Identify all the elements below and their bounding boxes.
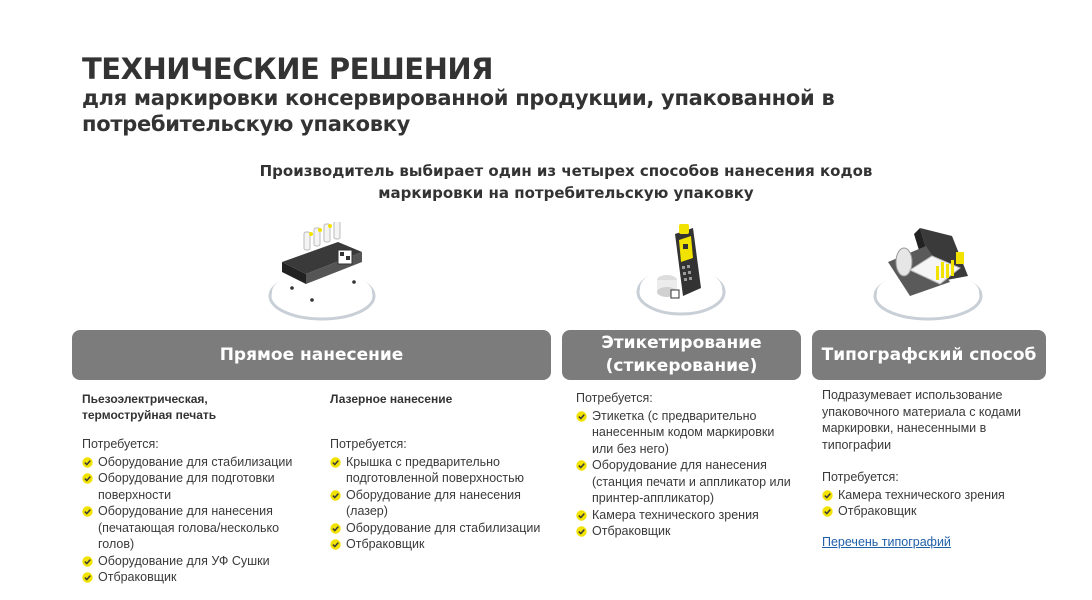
- column-laser: [330, 391, 550, 553]
- column-piezo-title: Пьезоэлектрическая, термоструйная печать: [82, 392, 217, 422]
- list-item: Камера технического зрения: [822, 487, 1047, 504]
- typography-description: Подразумевает использование упаковочного материала с кодами маркировки, нанесенными в типографии: [822, 388, 1022, 452]
- requirements-label: Потребуется:: [576, 391, 653, 405]
- page-title: ТЕХНИЧЕСКИЕ РЕШЕНИЯ: [82, 52, 493, 86]
- check-icon: [822, 489, 833, 500]
- list-item: Отбраковщик: [822, 503, 1047, 520]
- method-labeling-line2: (стикерование): [605, 356, 758, 376]
- list-item: Оборудование для УФ Сушки: [82, 553, 307, 570]
- check-icon: [576, 509, 587, 520]
- check-icon: [82, 505, 93, 516]
- list-item: Оборудование для нанесения (лазер): [330, 487, 550, 520]
- column-laser-title: Лазерное нанесение: [330, 392, 453, 406]
- list-item: Оборудование для стабилизации: [82, 454, 307, 471]
- list-item: Крышка с предварительно подготовленной поверхностью: [330, 454, 550, 487]
- method-typography-label: Типографский способ: [821, 345, 1037, 365]
- check-icon: [576, 410, 587, 421]
- requirements-label: Потребуется:: [82, 437, 159, 451]
- list-item: Отбраковщик: [330, 536, 550, 553]
- check-icon: [330, 456, 341, 467]
- check-icon: [330, 489, 341, 500]
- requirements-label: Потребуется:: [822, 470, 899, 484]
- list-item: Оборудование для нанесения (печатающая голова/несколько голов): [82, 503, 307, 553]
- column-piezo: [82, 391, 307, 586]
- check-icon: [576, 525, 587, 536]
- check-icon: [330, 522, 341, 533]
- handheld-terminal-icon: [635, 222, 729, 318]
- printing-press-icon: [870, 222, 988, 322]
- check-icon: [576, 459, 587, 470]
- list-item: Оборудование для подготовки поверхности: [82, 470, 307, 503]
- method-labeling: [562, 330, 801, 380]
- method-labeling-line1: Этикетирование: [601, 333, 762, 353]
- list-item: Оборудование для стабилизации: [330, 520, 550, 537]
- column-typography: [822, 387, 1047, 550]
- check-icon: [82, 456, 93, 467]
- check-icon: [82, 555, 93, 566]
- column-labeling: [576, 390, 791, 540]
- check-icon: [822, 505, 833, 516]
- check-icon: [82, 472, 93, 483]
- list-item: Отбраковщик: [576, 523, 791, 540]
- method-direct-label: Прямое нанесение: [219, 345, 404, 365]
- check-icon: [82, 571, 93, 582]
- list-item: Камера технического зрения: [576, 507, 791, 524]
- method-direct-printing: [72, 330, 551, 380]
- printers-list-link[interactable]: Перечень типографий: [822, 534, 951, 549]
- list-item: Этикетка (с предварительно нанесенным кодом маркировки или без него): [576, 408, 791, 458]
- list-item: Оборудование для нанесения (станция печати и аппликатор или принтер-аппликатор): [576, 457, 791, 507]
- page-subtitle: для маркировки консервированной продукции, упакованной в потребительскую упаковку: [82, 86, 835, 136]
- requirements-label: Потребуется:: [330, 437, 407, 451]
- check-icon: [330, 538, 341, 549]
- lead-text: Производитель выбирает один из четырех способов нанесения кодов маркировки на потребительскую упаковку: [259, 162, 873, 202]
- list-item: Отбраковщик: [82, 569, 307, 586]
- printer-conveyor-icon: [266, 222, 378, 322]
- method-typography: [812, 330, 1046, 380]
